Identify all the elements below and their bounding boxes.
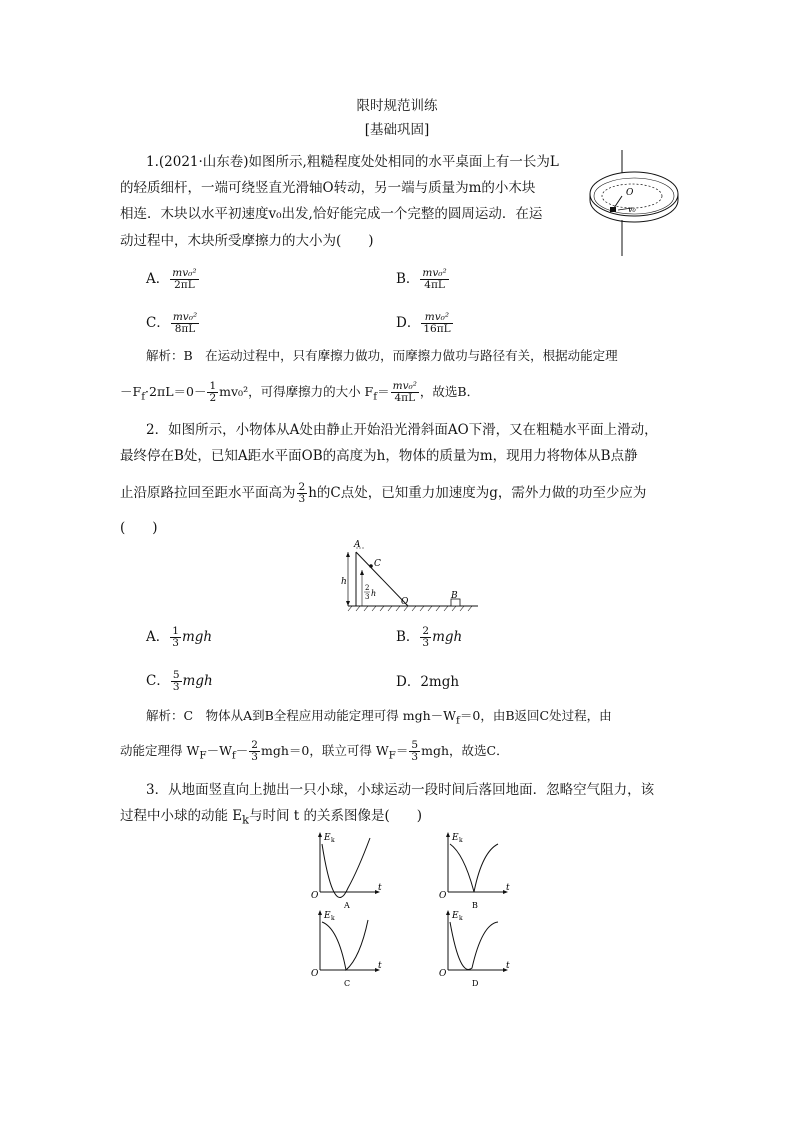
q1-option-c[interactable]	[146, 312, 200, 335]
q1-option-b-label: B．	[396, 271, 420, 287]
q3-line-2-part-b: 与时间 t 的关系图像是( )	[248, 808, 423, 824]
q1-solution-line-2	[120, 381, 479, 407]
q2-sol2-sub-F2: F	[388, 749, 396, 762]
q1-option-a-den: 2πL	[174, 279, 195, 291]
q3-line-2-part-a: 过程中小球的动能 E	[120, 808, 243, 824]
q3-graph-a-origin: O	[311, 891, 319, 901]
q1-option-a[interactable]	[146, 268, 200, 291]
q1-option-c-label: C．	[146, 315, 170, 331]
q2-line-3-part-a: 止沿原路拉回至距水平面高为	[120, 485, 296, 501]
q1-sol-half-num: 1	[209, 380, 217, 392]
q2-sol2-part-a: 动能定理得 W	[120, 743, 200, 758]
q1-sol-f-num: mv₀²	[392, 380, 417, 392]
q2-fig-label-h: h	[341, 577, 347, 587]
q3-graph-c-ysub: k	[331, 915, 335, 922]
q1-option-a-label: A．	[146, 271, 170, 287]
q2-line-4: ( )	[120, 520, 158, 536]
q2-option-b-label: B．	[396, 629, 420, 645]
q3-graph-a-ylabel: E	[324, 833, 331, 843]
q2-frac-num: 2	[298, 481, 306, 493]
section-heading: [基础巩固]	[364, 122, 430, 138]
q2-option-d[interactable]: D．2mgh	[396, 674, 460, 690]
q1-line-3: 相连．木块以水平初速度v₀出发,恰好能完成一个完整的圆周运动．在运	[120, 206, 543, 222]
q1-option-b[interactable]	[396, 268, 450, 291]
q1-solution-line-1: 解析：B 在运动过程中，只有摩擦力做功，而摩擦力做功与路径有关，根据动能定理	[146, 348, 618, 363]
q3-graph-b-ysub: k	[459, 837, 463, 844]
q2-sol2-part-f: mgh，故选C．	[421, 743, 509, 758]
q2-option-a-tail: mgh	[181, 629, 213, 645]
q1-sol-half-den: 2	[209, 392, 217, 404]
q3-graph-c-label: C	[344, 979, 351, 988]
q2-sol1-part-b: ＝0，由B返回C处过程，由	[459, 708, 612, 723]
q1-option-b-den: 4πL	[424, 279, 445, 291]
q2-fig-label-o: O	[401, 597, 409, 607]
q2-fig-label-3: 3	[365, 593, 370, 601]
q2-option-a-label: A．	[146, 629, 170, 645]
q1-option-a-num: mv₀²	[172, 267, 197, 279]
q2-option-b-num: 2	[422, 625, 430, 637]
q1-line-2: 的轻质细杆，一端可绕竖直光滑轴O转动，另一端与质量为m的小木块	[120, 180, 536, 196]
q2-solution-line-1	[146, 706, 612, 731]
q2-fig-label-a: A	[354, 540, 361, 550]
q1-sol-part-b: ·2πL＝0－	[145, 384, 207, 399]
q1-sol-part-d: ＝	[377, 384, 390, 399]
q2-sol2-part-c: －	[235, 743, 249, 758]
q2-option-c-num: 5	[172, 669, 180, 681]
q1-option-d-den: 16πL	[423, 323, 451, 335]
q1-fig-label-o: O	[626, 188, 634, 198]
q1-turntable-figure	[588, 150, 680, 258]
q3-graph-c-ylabel: E	[324, 911, 331, 921]
q3-graph-d-origin: O	[439, 969, 447, 979]
q1-option-c-den: 8πL	[174, 323, 196, 335]
q2-option-b-den: 3	[422, 637, 430, 649]
q3-graph-c[interactable]	[310, 908, 390, 988]
q2-sol2-part-d: mgh＝0，联立可得 W	[260, 743, 389, 758]
q3-graph-c-xlabel: t	[378, 961, 382, 971]
q1-sol-f-den: 4πL	[394, 392, 416, 404]
q1-option-c-num: mv₀²	[172, 311, 198, 323]
q3-graph-d-xlabel: t	[506, 961, 510, 971]
q2-option-a[interactable]	[146, 626, 212, 649]
q3-graph-d[interactable]	[438, 908, 518, 988]
q2-sol2-part-e: ＝	[395, 743, 409, 758]
q3-graph-d-label: D	[472, 979, 479, 988]
q2-sol2-part-b: －W	[206, 743, 232, 758]
q2-option-b[interactable]	[396, 626, 462, 649]
q3-graph-b-xlabel: t	[506, 883, 510, 893]
q3-graph-d-ylabel: E	[452, 911, 459, 921]
q2-line-3	[120, 482, 646, 505]
q2-sol-frac2-den: 3	[411, 751, 419, 763]
q2-line-2: 最终停在B处，已知A距水平面OB的高度为h，物体的质量为m，现用力将物体从B点静	[120, 448, 638, 464]
q1-sol-part-c: mv₀²，可得摩擦力的大小 F	[219, 384, 374, 399]
q2-fig-label-2: 2	[365, 584, 370, 592]
q1-sol-sub-f: f	[141, 390, 146, 403]
q1-line-4: 动过程中，木块所受摩擦力的大小为( )	[120, 233, 374, 249]
q3-graph-a-xlabel: t	[378, 883, 382, 893]
q2-fig-label-c: C	[374, 559, 381, 569]
q3-graph-a[interactable]	[310, 830, 390, 910]
q1-sol-sub-f2: f	[373, 390, 378, 403]
q1-option-d-num: mv₀²	[421, 312, 452, 324]
q3-line-2	[120, 806, 422, 831]
q3-graph-d-ysub: k	[459, 915, 463, 922]
q3-line-1: 3．从地面竖直向上抛出一只小球，小球运动一段时间后落回地面．忽略空气阻力，该	[146, 782, 655, 798]
q3-graph-b[interactable]	[438, 830, 518, 910]
q2-line-3-part-b: h的C点处，已知重力加速度为g，需外力做的功至少应为	[308, 485, 647, 501]
q2-fig-label-b: B	[451, 591, 458, 601]
q2-sol-frac1-den: 3	[251, 751, 258, 763]
q2-frac-den: 3	[298, 493, 306, 505]
q2-sol1-sub-f: f	[456, 714, 460, 727]
q2-slope-figure	[338, 538, 480, 612]
q2-sol2-sub-F: F	[199, 749, 207, 762]
q2-option-c-tail: mgh	[182, 673, 213, 689]
page-title: 限时规范训练	[356, 98, 438, 114]
q1-sol-part-e: ，故选B．	[419, 384, 480, 399]
q2-solution-line-2	[120, 740, 509, 766]
q2-option-a-num: 1	[172, 625, 179, 637]
q3-graph-c-origin: O	[311, 969, 319, 979]
q3-graph-b-origin: O	[439, 891, 447, 901]
q1-fig-label-v0: v₀	[628, 205, 636, 214]
q2-fig-label-23h: h	[371, 589, 377, 598]
q2-sol1-part-a: 解析：C 物体从A到B全程应用动能定理可得 mgh－W	[146, 708, 457, 723]
q3-graph-b-ylabel: E	[452, 833, 459, 843]
q3-graph-a-ysub: k	[331, 837, 335, 844]
q3-sub-k: k	[242, 813, 249, 827]
q2-option-c-den: 3	[172, 681, 180, 693]
q2-sol2-sub-f: f	[231, 749, 236, 762]
q3-graph-a-label: A	[344, 901, 350, 910]
q1-line-1: 1.(2021·山东卷)如图所示,粗糙程度处处相同的水平桌面上有一长为L	[146, 154, 559, 170]
q1-option-d[interactable]	[396, 312, 454, 335]
q2-option-c[interactable]	[146, 670, 213, 693]
q1-option-b-num: mv₀²	[422, 267, 447, 279]
q2-option-b-tail: mgh	[432, 629, 463, 645]
q2-option-c-label: C．	[146, 673, 170, 689]
q2-line-1: 2．如图所示，小物体从A处由静止开始沿光滑斜面AO下滑，又在粗糙水平面上滑动，	[146, 422, 658, 438]
q2-sol-frac1-num: 2	[251, 739, 258, 751]
q2-option-a-den: 3	[172, 637, 179, 649]
q3-graph-b-label: B	[472, 901, 478, 910]
q1-sol-part-a: －F	[120, 384, 142, 399]
q1-option-d-label: D．	[396, 315, 421, 331]
q2-sol-frac2-num: 5	[411, 739, 419, 751]
